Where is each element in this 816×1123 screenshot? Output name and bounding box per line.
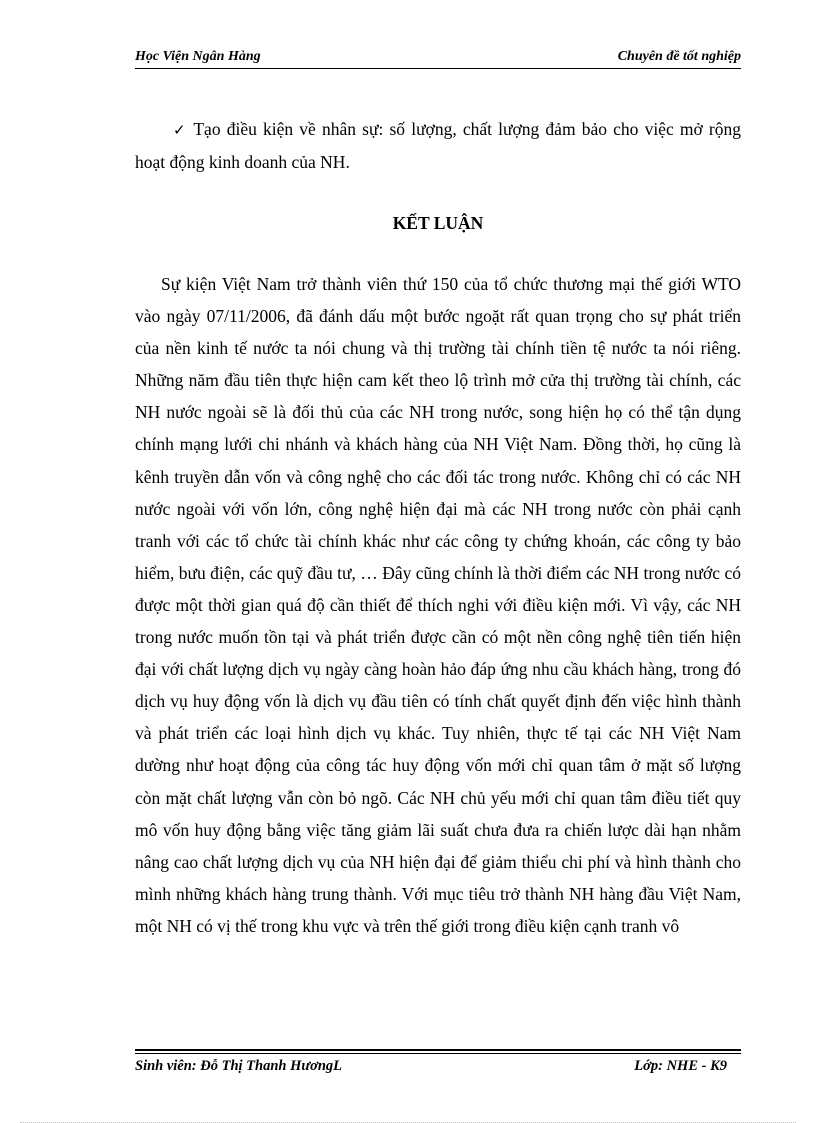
conclusion-paragraph: Sự kiện Việt Nam trở thành viên thứ 150 của tổ chức thương mại thế giới WTO vào ngày 07/11/2006, đã đánh dấu một bước ngoặt rất quan trọng cho sự phát triển của nền kinh tế nước ta nói chung và thị trường tài chính tiền tệ nước ta nói riêng. Những năm đầu tiên thực hiện cam kết theo lộ trình mở cửa thị trường tài chính, các NH nước ngoài sẽ là đối thủ của các NH trong nước, song hiện họ có thể tận dụng chính mạng lưới chi nhánh và khách hàng của NH Việt Nam. Đồng thời, họ cũng là kênh truyền dẫn vốn và công nghệ cho các đối tác trong nước. Không chỉ có các NH nước ngoài với vốn lớn, công nghệ hiện đại mà các NH trong nước còn phải cạnh tranh với các tổ chức tài chính khác như các công ty chứng khoán, các công ty bảo hiểm, bưu điện, các quỹ đầu tư, … Đây cũng chính là thời điểm các NH trong nước có được một thời gian quá độ cần thiết để thích nghi với điều kiện mới. Vì vậy, các NH trong nước muốn tồn tại và phát triển được cần có một nền công nghệ tiên tiến hiện đại với chất lượng dịch vụ ngày càng hoàn hảo đáp ứng nhu cầu khách hàng, trong đó dịch vụ huy động vốn là dịch vụ đầu tiên có tính chất quyết định đến việc hình thành và phát triển các loại hình dịch vụ khác. Tuy nhiên, thực tế tại các NH Việt Nam dường như hoạt động của công tác huy động vốn mới chỉ quan tâm ở mặt số lượng còn mặt chất lượng vẫn còn bỏ ngõ. Các NH chủ yếu mới chỉ quan tâm điều tiết quy mô vốn huy động bằng việc tăng giảm lãi suất chưa đưa ra chiến lược dài hạn nhằm nâng cao chất lượng dịch vụ của NH hiện đại để giảm thiểu chi phí và hình thành cho mình những khách hàng trung thành. Với mục tiêu trở thành NH hàng đầu Việt Nam, một NH có vị thế trong khu vực và trên thế giới trong điều kiện cạnh tranh vô — [135, 274, 741, 936]
bullet-text: Tạo điều kiện về nhân sự: số lượng, chất lượng đảm bảo cho việc mở rộng hoạt động kinh doanh của NH. — [135, 119, 741, 172]
bullet-item — [135, 113, 741, 178]
footer-divider-thin — [135, 1053, 741, 1054]
footer-class: Lớp: NHE - K9 — [634, 1058, 727, 1074]
checkmark-icon: ✓ — [173, 121, 188, 139]
page-footer — [135, 1058, 741, 1080]
footer-student: Sinh viên: Đỗ Thị Thanh HươngL — [135, 1058, 343, 1074]
header-divider — [135, 68, 741, 69]
header-document-type: Chuyên đề tốt nghiệp — [617, 49, 741, 64]
header-institution: Học Viện Ngân Hàng — [135, 49, 261, 64]
footer-divider-thick — [135, 1049, 741, 1051]
section-title: KẾT LUẬN — [392, 213, 484, 233]
page-header — [135, 49, 741, 69]
